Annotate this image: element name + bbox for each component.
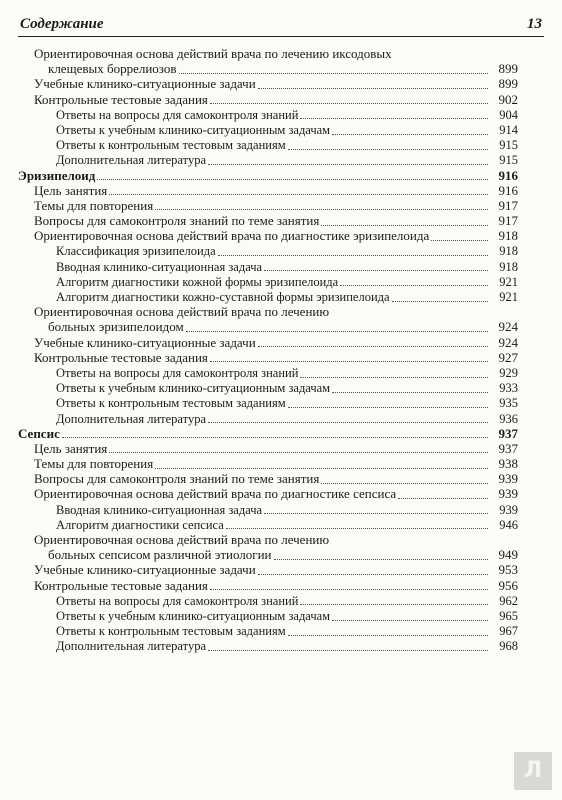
toc-entry (18, 623, 518, 638)
toc-entry-page: 921 (499, 274, 518, 289)
toc-entry-page: 927 (498, 349, 518, 365)
toc-entry-title: больных сепсисом различной этиологии (48, 547, 272, 563)
toc-entry-page: 946 (499, 517, 518, 532)
toc-entry (18, 76, 518, 91)
leader-dots (179, 64, 488, 74)
toc-entry-page: 921 (499, 290, 518, 304)
toc-entry-title: Ответы на вопросы для самоконтроля знаний (56, 365, 299, 380)
toc-entry-page: 924 (498, 334, 518, 350)
toc-entry-title: больных эризипелоидом (48, 319, 184, 335)
leader-dots (264, 261, 488, 271)
toc-entry (18, 61, 518, 76)
leader-dots (208, 155, 488, 165)
toc-entry (18, 243, 518, 258)
toc-entry-title: Ответы к учебным клинико-ситуационным задачам (56, 608, 331, 623)
leader-dots (340, 276, 488, 286)
leader-dots (392, 292, 488, 302)
toc-entry-page: 916 (498, 167, 518, 183)
toc-entry (18, 608, 518, 623)
toc-entry-title: Ответы к контрольным тестовым заданиям (56, 138, 286, 153)
leader-dots (321, 216, 488, 226)
toc-entry-title: Вводная клинико-ситуационная задача (56, 259, 263, 274)
toc-entry-page: 938 (498, 456, 518, 472)
toc-entry (18, 638, 518, 653)
toc-entry-title: Ориентировочная основа действий врача по диагностике сепсиса (34, 486, 397, 502)
toc-entry-title: Цель занятия (34, 440, 108, 456)
toc-entry-page: 929 (499, 365, 518, 380)
leader-dots (331, 307, 488, 316)
leader-dots (210, 580, 488, 590)
toc-entry-page: 962 (499, 593, 518, 608)
toc-entry (18, 547, 518, 562)
toc-chapter-entry (18, 168, 518, 183)
leader-dots (208, 641, 488, 651)
toc-entry (18, 395, 518, 410)
leader-dots (258, 79, 488, 89)
toc-entry-title: Учебные клинико-ситуационные задачи (34, 76, 256, 92)
toc-entry-page: 899 (498, 61, 518, 77)
toc-entry (18, 183, 518, 198)
toc-entry-page: 939 (498, 471, 518, 487)
toc-entry-title: Темы для повторения (34, 456, 154, 472)
leader-dots (288, 626, 488, 636)
leader-dots (218, 246, 488, 256)
toc-entry (18, 486, 518, 501)
leader-dots (155, 200, 488, 210)
toc-entry (18, 350, 518, 365)
toc-entry-title: Ориентировочная основа действий врача по лечению (34, 532, 330, 547)
toc-entry-title: Контрольные тестовые задания (34, 91, 208, 107)
toc-entry-page: 899 (498, 76, 518, 92)
toc-entry (18, 380, 518, 395)
toc-entry-page: 915 (499, 138, 518, 153)
leader-dots (210, 94, 488, 104)
toc-entry (18, 441, 518, 456)
page-number: 13 (527, 16, 542, 32)
leader-dots (97, 170, 488, 180)
leader-dots (226, 519, 488, 529)
toc-entry (18, 319, 518, 334)
toc-entry-title: Учебные клинико-ситуационные задачи (34, 334, 256, 350)
toc-entry (18, 532, 518, 547)
leader-dots (431, 231, 488, 241)
toc-entry-title: Ориентировочная основа действий врача по диагностике эризипелоида (34, 228, 430, 244)
toc-entry-title: Ориентировочная основа действий врача по лечению иксодовых (34, 46, 392, 61)
toc-entry (18, 335, 518, 350)
toc-entry-page: 956 (498, 577, 518, 593)
toc-chapter-entry (18, 426, 518, 441)
toc-entry-page: 904 (499, 107, 518, 122)
toc-entry-title: Классификация эризипелоида (56, 244, 216, 259)
table-of-contents (18, 46, 518, 654)
toc-entry-page: 967 (499, 624, 518, 639)
toc-entry-page: 936 (499, 411, 518, 426)
toc-entry-page: 915 (499, 153, 518, 168)
leader-dots (300, 109, 488, 119)
toc-entry-page: 965 (499, 608, 518, 623)
leader-dots (331, 535, 488, 544)
toc-entry-page: 968 (499, 639, 518, 654)
toc-entry (18, 152, 518, 167)
toc-entry (18, 471, 518, 486)
leader-dots (186, 322, 488, 332)
toc-entry (18, 456, 518, 471)
toc-entry-page: 937 (498, 440, 518, 456)
toc-entry-page: 917 (498, 197, 518, 213)
logo-mark-icon: Л (514, 752, 552, 790)
toc-entry (18, 304, 518, 319)
toc-entry (18, 274, 518, 289)
toc-entry-title: Дополнительная литература (56, 411, 206, 426)
leader-dots (332, 125, 488, 135)
toc-entry (18, 411, 518, 426)
toc-entry (18, 289, 518, 304)
toc-entry-title: Алгоритм диагностики кожно-суставной формы эризипелоида (56, 290, 390, 304)
toc-entry-title: клещевых боррелиозов (48, 61, 177, 77)
toc-entry-title: Вводная клинико-ситуационная задача (56, 502, 263, 517)
toc-entry (18, 259, 518, 274)
toc-entry-title: Сепсис (18, 425, 60, 441)
leader-dots (321, 474, 488, 484)
toc-entry-page: 914 (499, 122, 518, 137)
toc-entry-title: Ответы к контрольным тестовым заданиям (56, 396, 286, 411)
leader-dots (394, 49, 488, 58)
leader-dots (208, 413, 488, 423)
toc-entry-title: Ответы на вопросы для самоконтроля знаний (56, 593, 299, 608)
leader-dots (300, 368, 488, 378)
toc-entry (18, 92, 518, 107)
toc-entry (18, 502, 518, 517)
toc-entry-title: Учебные клинико-ситуационные задачи (34, 562, 256, 578)
toc-entry-title: Темы для повторения (34, 197, 154, 213)
toc-entry-page: 924 (498, 319, 518, 335)
toc-entry (18, 578, 518, 593)
leader-dots (109, 443, 488, 453)
toc-entry-page: 918 (499, 244, 518, 259)
publisher-logo (514, 752, 552, 790)
leader-dots (332, 383, 488, 393)
leader-dots (332, 611, 488, 621)
toc-entry-page: 935 (499, 396, 518, 411)
toc-entry-page: 939 (498, 486, 518, 502)
leader-dots (274, 550, 488, 560)
toc-entry (18, 228, 518, 243)
toc-entry-page: 949 (498, 547, 518, 563)
toc-entry-page: 902 (498, 91, 518, 107)
toc-entry-page: 937 (498, 425, 518, 441)
toc-entry-page: 916 (498, 182, 518, 198)
toc-entry-title: Ответы к учебным клинико-ситуационным задачам (56, 122, 331, 137)
toc-entry (18, 213, 518, 228)
toc-entry-title: Ответы на вопросы для самоконтроля знаний (56, 107, 299, 122)
toc-entry-title: Ориентировочная основа действий врача по лечению (34, 304, 330, 320)
leader-dots (300, 595, 488, 605)
toc-entry-page: 933 (499, 381, 518, 396)
toc-entry (18, 517, 518, 532)
toc-entry-title: Цель занятия (34, 182, 108, 198)
toc-entry-title: Контрольные тестовые задания (34, 349, 208, 365)
toc-entry-page: 939 (499, 502, 518, 517)
section-title: Содержание (20, 16, 104, 32)
toc-entry (18, 593, 518, 608)
toc-entry (18, 198, 518, 213)
toc-entry (18, 107, 518, 122)
toc-entry (18, 122, 518, 137)
toc-entry-page: 917 (498, 213, 518, 229)
toc-entry-page: 953 (498, 562, 518, 578)
leader-dots (210, 352, 488, 362)
toc-entry-title: Ответы к контрольным тестовым заданиям (56, 624, 286, 639)
page-header (18, 14, 544, 37)
leader-dots (155, 459, 488, 469)
leader-dots (264, 504, 488, 514)
leader-dots (288, 140, 488, 150)
toc-entry-title: Алгоритм диагностики кожной формы эризипелоида (56, 274, 339, 289)
toc-entry-page: 918 (499, 259, 518, 274)
toc-entry-title: Эризипелоид (18, 167, 96, 183)
toc-entry (18, 137, 518, 152)
leader-dots (258, 337, 488, 347)
leader-dots (398, 489, 488, 499)
toc-entry-title: Дополнительная литература (56, 639, 206, 654)
toc-entry (18, 46, 518, 61)
toc-entry-title: Дополнительная литература (56, 153, 206, 168)
toc-entry-page: 918 (498, 228, 518, 244)
toc-entry (18, 365, 518, 380)
leader-dots (109, 185, 488, 195)
toc-entry-title: Контрольные тестовые задания (34, 577, 208, 593)
leader-dots (258, 565, 488, 575)
toc-entry-title: Вопросы для самоконтроля знаний по теме занятия (34, 471, 320, 487)
toc-entry-title: Ответы к учебным клинико-ситуационным задачам (56, 381, 331, 396)
leader-dots (288, 398, 488, 408)
leader-dots (62, 428, 488, 438)
toc-entry (18, 562, 518, 577)
toc-entry-title: Алгоритм диагностики сепсиса (56, 517, 224, 532)
toc-entry-title: Вопросы для самоконтроля знаний по теме занятия (34, 213, 320, 229)
